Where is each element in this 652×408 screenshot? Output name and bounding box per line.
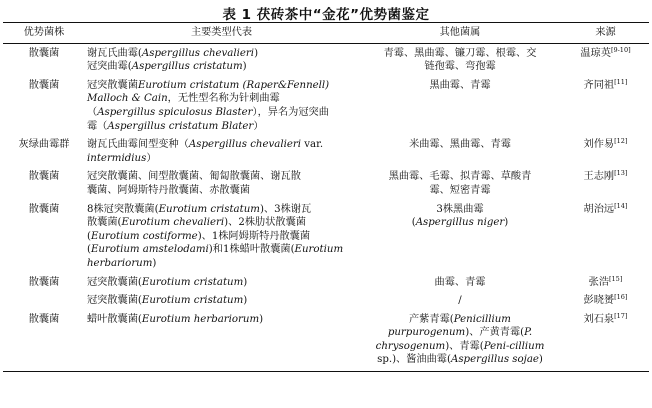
text-run: ( xyxy=(87,230,91,242)
cell-other-genera xyxy=(358,312,562,372)
cell-representative xyxy=(85,78,358,137)
text-run: 青霉、黑曲霉、镰刀霉、根霉、交 xyxy=(383,47,537,59)
table-row xyxy=(3,78,649,137)
text-run: 谢瓦氏曲霉( xyxy=(87,47,142,59)
reference-number: [14] xyxy=(614,201,628,210)
text-run: Eurotium cristatum xyxy=(141,295,244,307)
text-run: )、青霉( xyxy=(445,340,484,352)
text-run: ) xyxy=(243,276,248,288)
text-run: 霉（ xyxy=(87,120,108,132)
cell-source xyxy=(562,169,649,201)
cell-other-genera xyxy=(358,202,562,275)
text-run: 链孢霉、弯孢霉 xyxy=(424,61,496,73)
text-run: 霉、短密青霉 xyxy=(429,184,491,196)
text-run: Eurotium cristatum xyxy=(141,276,244,288)
text-run: 冠突散囊菌、间型散囊菌、匍匐散囊菌、谢瓦散 xyxy=(87,171,301,183)
text-run: )和1株蜡叶散囊菌( xyxy=(208,244,295,256)
cell-source xyxy=(562,312,649,372)
table-row xyxy=(3,169,649,201)
cell-strain xyxy=(3,293,85,312)
text-run: （ xyxy=(87,106,98,118)
text-run: ) xyxy=(242,61,247,73)
text-run: Aspergillus chevalieri xyxy=(141,47,255,59)
table-row xyxy=(3,43,649,78)
source-author: 胡治远 xyxy=(583,203,615,215)
cell-representative xyxy=(85,275,358,294)
text-run: )、3株谢瓦 xyxy=(259,203,312,215)
text-run: ) xyxy=(243,295,248,307)
table-header-row xyxy=(3,23,649,44)
cell-other-genera xyxy=(358,293,562,312)
header-strain: 优势菌株 xyxy=(23,27,65,38)
cell-source xyxy=(562,202,649,275)
table-row xyxy=(3,312,649,372)
text-run: 黑曲霉、青霉 xyxy=(429,79,491,91)
cell-source xyxy=(562,137,649,169)
text-run: 3株黑曲霉 xyxy=(436,203,484,215)
text-run: )、产黄青霉( xyxy=(465,327,525,339)
header-source: 来源 xyxy=(595,27,616,38)
text-run: ) xyxy=(504,217,509,229)
cell-representative xyxy=(85,293,358,312)
cell-source xyxy=(562,78,649,137)
reference-number: [16] xyxy=(614,293,628,302)
cell-source xyxy=(562,43,649,78)
text-run: Aspergillus cristatum Blater xyxy=(107,120,254,132)
text-run: ），异名为冠突曲 xyxy=(252,106,329,118)
text-run: var. xyxy=(301,139,324,151)
table-row xyxy=(3,275,649,294)
text-run: P. xyxy=(524,327,533,339)
cell-source xyxy=(562,293,649,312)
text-run: Eurotium amstelodami xyxy=(90,244,209,256)
text-run: Eurotium cristatum xyxy=(158,203,260,215)
source-author: 齐同祖 xyxy=(583,79,615,91)
text-run: )、2株肋状散囊菌 xyxy=(224,217,306,229)
text-run: ) xyxy=(152,257,157,269)
text-run: Eurotium cristatum (Raper&Fennell) xyxy=(137,79,330,91)
text-run: 囊菌、阿姆斯特丹散囊菌、赤散囊菌 xyxy=(87,184,250,196)
reference-number: [15] xyxy=(609,274,623,283)
cell-other-genera xyxy=(358,275,562,294)
text-run: ) xyxy=(259,313,264,325)
text-run: purpurogenum xyxy=(387,327,466,339)
text-run: 蜡叶散囊菌( xyxy=(87,313,142,325)
source-author: 刘作易 xyxy=(583,139,615,151)
text-run: Peni-cillium xyxy=(483,340,545,352)
cell-strain: 散囊菌 xyxy=(28,79,60,91)
source-author: 王志刚 xyxy=(583,171,615,183)
text-run: 冠突曲霉( xyxy=(87,61,132,73)
text-run: Malloch & Cain xyxy=(87,93,168,105)
header-other-genera: 其他菌属 xyxy=(439,27,481,38)
cell-strain: 散囊菌 xyxy=(28,313,60,325)
text-run: Eurotium xyxy=(294,244,344,256)
text-run: 冠突散囊菌( xyxy=(87,276,142,288)
text-run: Eurotium costiforme xyxy=(90,230,198,242)
text-run: Eurotium herbariorum xyxy=(141,313,260,325)
text-run: ) xyxy=(254,47,259,59)
text-run: Penicillium xyxy=(453,313,511,325)
cell-other-genera xyxy=(358,169,562,201)
text-run: Aspergillus spiculosus Blaster xyxy=(97,106,253,118)
reference-number: [13] xyxy=(614,169,628,178)
text-run: 黑曲霉、毛霉、拟青霉、草酸青 xyxy=(388,171,532,183)
header-representative: 主要类型代表 xyxy=(190,27,253,38)
text-run: ） xyxy=(253,120,264,132)
cell-strain: 散囊菌 xyxy=(28,203,60,215)
table-row xyxy=(3,137,649,169)
text-run: Aspergillus cristatum xyxy=(131,61,243,73)
reference-number: [17] xyxy=(614,311,628,320)
text-run: 谢瓦氏曲霉间型变种（ xyxy=(87,139,189,151)
text-run: sp.)、酱油曲霉( xyxy=(377,354,451,366)
cell-strain: 散囊菌 xyxy=(28,276,60,288)
table-row xyxy=(3,202,649,275)
text-run: )、1株阿姆斯特丹散囊菌 xyxy=(197,230,311,242)
text-run: ，无性型名称为针刺曲霉 xyxy=(167,93,280,105)
text-run: ( xyxy=(411,217,416,229)
cell-source xyxy=(562,275,649,294)
text-run: ) xyxy=(538,354,543,366)
text-run: 散囊菌( xyxy=(87,217,122,229)
cell-representative xyxy=(85,312,358,372)
text-run: 8株冠突散囊菌( xyxy=(87,203,159,215)
fungi-table xyxy=(3,22,649,372)
text-run: intermidius xyxy=(87,152,147,164)
cell-representative xyxy=(85,169,358,201)
source-author: 张浩 xyxy=(588,276,610,288)
table-row xyxy=(3,293,649,312)
cell-other-genera xyxy=(358,137,562,169)
cell-strain: 灰绿曲霉群 xyxy=(18,139,70,151)
text-run: 产紫青霉( xyxy=(409,313,454,325)
cell-representative xyxy=(85,43,358,78)
table-body xyxy=(3,43,649,371)
reference-number: [11] xyxy=(614,77,628,86)
text-run: Aspergillus sojae xyxy=(450,354,539,366)
source-author: 温琼英 xyxy=(580,47,611,59)
text-run: 曲霉、青霉 xyxy=(434,276,486,288)
cell-representative xyxy=(85,202,358,275)
reference-number: [9-10] xyxy=(610,45,631,54)
text-run: chrysogenum xyxy=(375,340,446,352)
cell-other-genera xyxy=(358,43,562,78)
cell-strain: 散囊菌 xyxy=(28,47,60,59)
text-run: ） xyxy=(146,152,157,164)
text-run: / xyxy=(458,295,462,307)
text-run: ( xyxy=(87,244,91,256)
text-run: Aspergillus niger xyxy=(415,217,505,229)
cell-other-genera xyxy=(358,78,562,137)
cell-representative xyxy=(85,137,358,169)
text-run: Eurotium chevalieri xyxy=(121,217,225,229)
text-run: Aspergillus chevalieri xyxy=(188,139,302,151)
cell-strain: 散囊菌 xyxy=(28,171,60,183)
reference-number: [12] xyxy=(614,137,628,146)
table-caption: 表 1 茯砖茶中“金花”优势菌鉴定 xyxy=(222,7,430,23)
text-run: 米曲霉、黑曲霉、青霉 xyxy=(409,139,511,151)
source-author: 刘石泉 xyxy=(583,313,615,325)
source-author: 彭晓赟 xyxy=(583,295,615,307)
text-run: 冠突散囊菌 xyxy=(87,79,138,91)
text-run: 冠突散囊菌( xyxy=(87,295,142,307)
text-run: herbariorum xyxy=(87,257,153,269)
